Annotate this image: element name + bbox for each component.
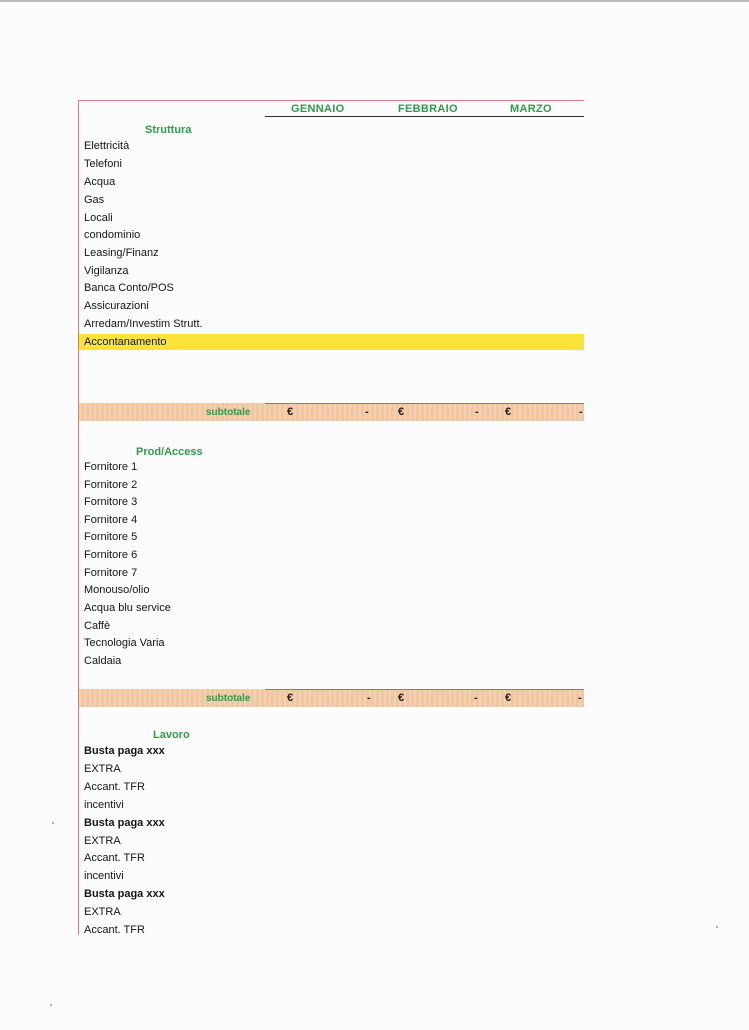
row-extra-3: EXTRA	[84, 906, 121, 918]
sheet-top-rule	[78, 100, 584, 101]
subtotal-dash-marzo: -	[579, 406, 583, 418]
row-leasing-finanz: Leasing/Finanz	[84, 247, 159, 259]
row-fornitore-5: Fornitore 5	[84, 531, 138, 543]
row-gas: Gas	[84, 194, 105, 206]
month-header-marzo: MARZO	[510, 103, 552, 115]
row-caldaia: Caldaia	[84, 655, 122, 667]
row-fornitore-1: Fornitore 1	[84, 461, 138, 473]
row-extra-2: EXTRA	[84, 835, 121, 847]
row-acqua: Acqua	[84, 176, 116, 188]
row-vigilanza: Vigilanza	[84, 265, 129, 277]
row-locali: Locali	[84, 212, 113, 224]
subtotal-currency-febbraio: €	[398, 692, 405, 704]
row-accant-tfr-3: Accant. TFR	[84, 924, 145, 936]
scan-speck	[716, 926, 718, 928]
subtotal-currency-marzo: €	[505, 406, 512, 418]
subtotal-label-struttura: subtotale	[206, 407, 251, 418]
row-fornitore-3: Fornitore 3	[84, 496, 138, 508]
row-incentivi-1: incentivi	[84, 799, 124, 811]
scan-speck	[50, 1004, 52, 1006]
subtotal-currency-gennaio: €	[287, 692, 294, 704]
subtotal-currency-febbraio: €	[398, 406, 405, 418]
sheet-left-rule	[78, 100, 79, 935]
row-fornitore-4: Fornitore 4	[84, 514, 138, 526]
row-busta-paga-2: Busta paga xxx	[84, 817, 165, 829]
subtotal-dash-febbraio: -	[475, 406, 479, 418]
scan-speck	[52, 822, 54, 824]
row-telefoni: Telefoni	[84, 158, 122, 170]
section-title-prod-access: Prod/Access	[136, 446, 203, 458]
row-acqua-blu-service: Acqua blu service	[84, 602, 171, 614]
section-title-struttura: Struttura	[145, 124, 192, 136]
subtotal-currency-gennaio: €	[287, 406, 294, 418]
month-header-gennaio: GENNAIO	[291, 103, 345, 115]
subtotal-dash-gennaio: -	[367, 692, 371, 704]
subtotal-currency-marzo: €	[505, 692, 512, 704]
row-fornitore-2: Fornitore 2	[84, 479, 138, 491]
month-header-underline	[265, 116, 584, 117]
row-condominio: condominio	[84, 229, 141, 241]
subtotal-dash-gennaio: -	[365, 406, 369, 418]
subtotal-dash-febbraio: -	[474, 692, 478, 704]
row-busta-paga-3: Busta paga xxx	[84, 888, 165, 900]
row-extra-1: EXTRA	[84, 763, 121, 775]
row-elettricita: Elettricità	[84, 140, 130, 152]
subtotal-dash-marzo: -	[578, 692, 582, 704]
row-monouso-olio: Monouso/olio	[84, 584, 150, 596]
row-accant-tfr-2: Accant. TFR	[84, 852, 145, 864]
row-busta-paga-1: Busta paga xxx	[84, 745, 165, 757]
row-incentivi-2: incentivi	[84, 870, 124, 882]
month-header-febbraio: FEBBRAIO	[398, 103, 458, 115]
subtotal-label-prod-access: subtotale	[206, 693, 251, 704]
row-accontanamento: Accontanamento	[84, 336, 167, 348]
scan-top-edge	[0, 0, 749, 2]
row-arredam-investim: Arredam/Investim Strutt.	[84, 318, 203, 330]
row-caffe: Caffè	[84, 620, 111, 632]
row-fornitore-6: Fornitore 6	[84, 549, 138, 561]
row-assicurazioni: Assicurazioni	[84, 300, 149, 312]
row-banca-conto-pos: Banca Conto/POS	[84, 282, 174, 294]
row-fornitore-7: Fornitore 7	[84, 567, 138, 579]
row-tecnologia-varia: Tecnologia Varia	[84, 637, 165, 649]
row-accant-tfr-1: Accant. TFR	[84, 781, 145, 793]
section-title-lavoro: Lavoro	[153, 729, 190, 741]
